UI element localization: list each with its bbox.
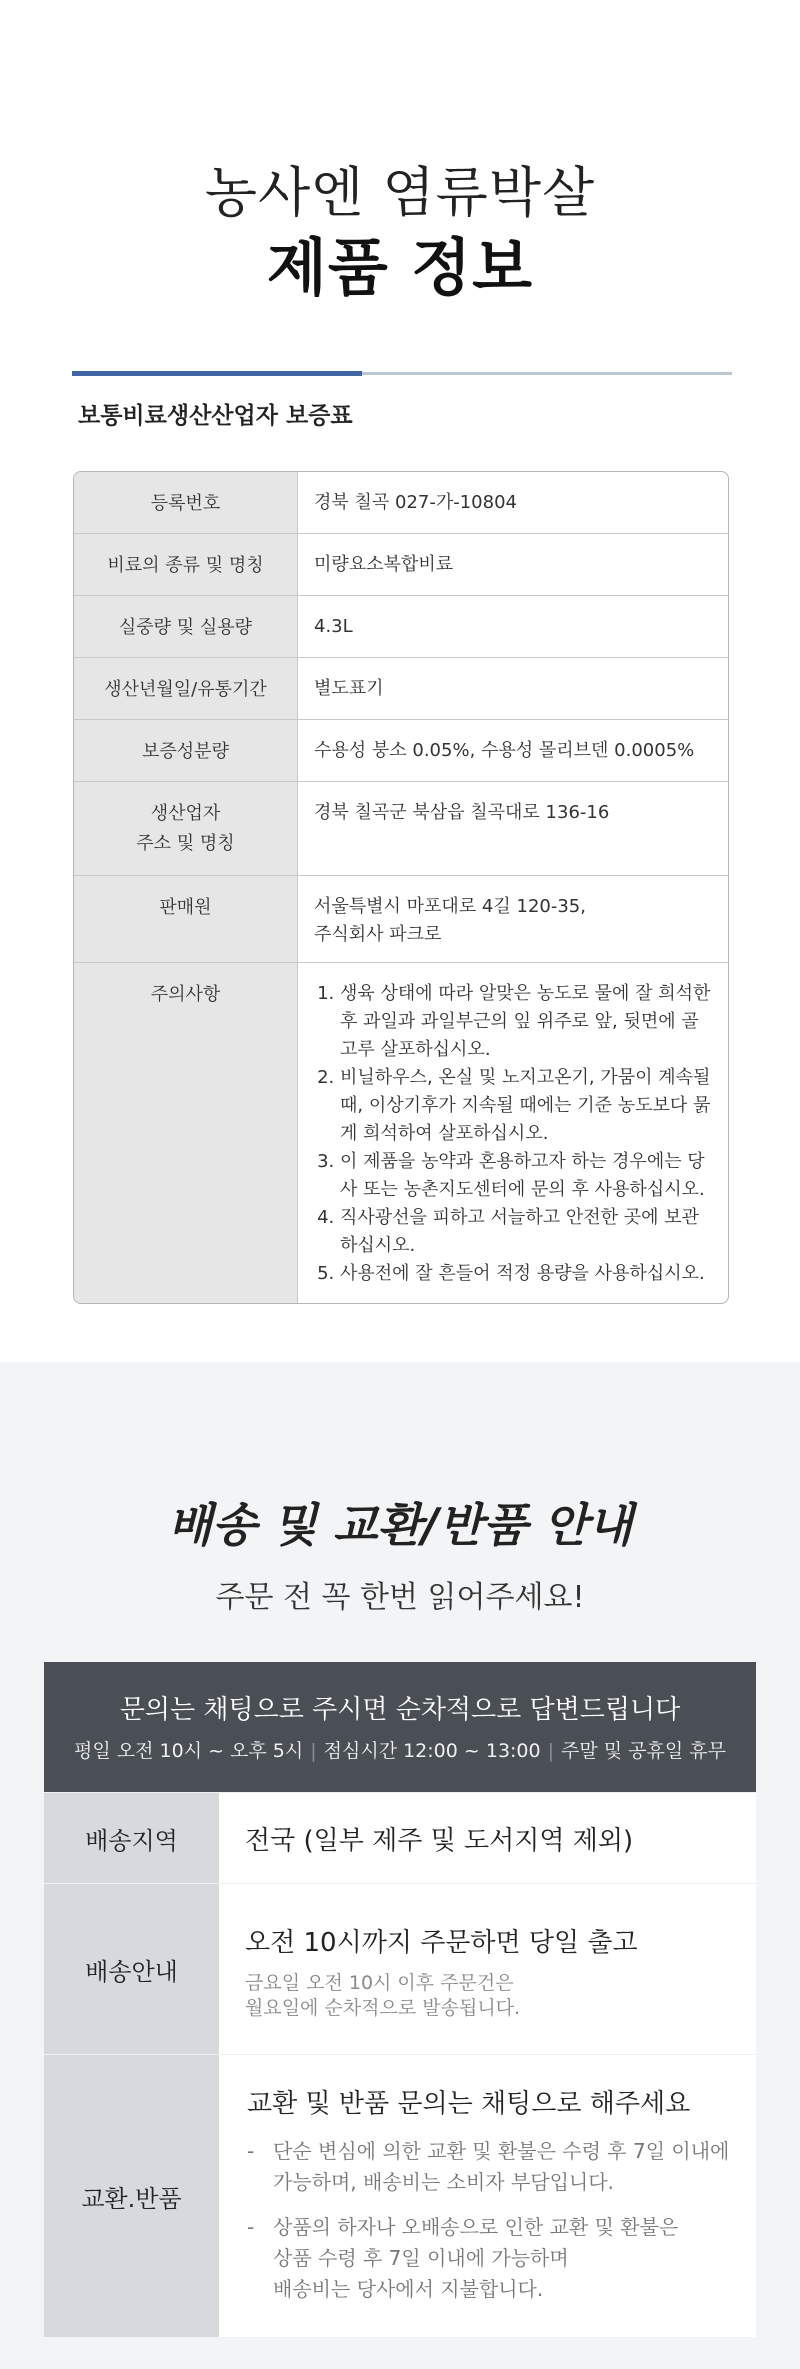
row-label: 보증성분량 — [74, 720, 298, 782]
row-label: 실중량 및 실용량 — [74, 596, 298, 658]
row-value: 수용성 붕소 0.05%, 수용성 몰리브덴 0.0005% — [298, 720, 728, 782]
row-label: 배송지역 — [44, 1793, 219, 1883]
shipping-subtitle: 주문 전 꼭 한번 읽어주세요! — [215, 1580, 585, 1615]
row-value — [219, 2055, 756, 2337]
separator: | — [310, 1740, 317, 1762]
caution-line: 사 또는 농촌지도센터에 문의 후 사용하십시오. — [340, 1179, 705, 1200]
policy-line: 상품 수령 후 7일 이내에 가능하며 — [273, 2246, 569, 2270]
table-row — [74, 658, 728, 720]
shipping-card — [44, 1662, 756, 2337]
caution-item — [340, 1064, 714, 1148]
business-hours — [44, 1736, 756, 1763]
row-value — [219, 1793, 756, 1883]
divider-accent — [72, 371, 362, 376]
caution-line: 때, 이상기후가 지속될 때에는 기준 농도보다 묽 — [340, 1095, 711, 1116]
value-line: 주식회사 파크로 — [314, 924, 442, 945]
row-value: 경북 칠곡군 북삼읍 칠곡대로 136-16 — [298, 782, 728, 876]
table-row — [74, 782, 728, 876]
exchange-policy-item — [245, 2212, 756, 2305]
caution-line: 고루 살포하십시오. — [340, 1039, 491, 1060]
dash-bullet: - — [247, 2139, 255, 2163]
table-row — [74, 472, 728, 534]
row-label: 생산년월일/유통기간 — [74, 658, 298, 720]
notice-line: 월요일에 순차적으로 발송됩니다. — [245, 1997, 521, 2019]
policy-line: 단순 변심에 의한 교환 및 환불은 수령 후 7일 이내에 — [273, 2139, 730, 2163]
caution-list-cell — [298, 963, 728, 1303]
caution-item — [340, 1148, 714, 1204]
lunch-hours: 점심시간 12:00 ~ 13:00 — [323, 1740, 541, 1762]
shipping-title: 배송 및 교환/반품 안내 — [167, 1498, 633, 1552]
table-row — [74, 876, 728, 963]
warranty-heading: 보통비료생산산업자 보증표 — [78, 403, 353, 429]
holiday-notice: 주말 및 공휴일 휴무 — [561, 1740, 726, 1762]
inquiry-notice: 문의는 채팅으로 주시면 순차적으로 답변드립니다 — [119, 1695, 681, 1725]
title-line1: 농사엔 염류박살 — [204, 161, 596, 224]
caution-list — [314, 980, 714, 1288]
row-label: 교환.반품 — [44, 2055, 219, 2337]
row-value: 4.3L — [298, 596, 728, 658]
policy-line: 가능하며, 배송비는 소비자 부담입니다. — [273, 2170, 614, 2194]
row-value — [298, 876, 728, 963]
shipping-area-row — [44, 1792, 756, 1883]
caution-line: 게 희석하여 살포하십시오. — [340, 1123, 549, 1144]
caution-item — [340, 980, 714, 1064]
caution-line: 하십시오. — [340, 1235, 416, 1256]
shipping-info-row — [44, 1883, 756, 2054]
caution-line: 2. 비닐하우스, 온실 및 노지고온기, 가뭄이 계속될 — [340, 1067, 711, 1088]
caution-line: 5. 사용전에 잘 흔들어 적정 용량을 사용하십시오. — [340, 1263, 705, 1284]
table-row — [74, 963, 728, 1303]
caution-item — [340, 1260, 714, 1288]
exchange-policy-item — [245, 2136, 756, 2198]
row-value: 경북 칠곡 027-가-10804 — [298, 472, 728, 534]
row-label: 판매원 — [74, 876, 298, 963]
shipping-area-value: 전국 (일부 제주 및 도서지역 제외) — [245, 1825, 634, 1856]
caution-line: 3. 이 제품을 농약과 혼용하고자 하는 경우에는 당 — [340, 1151, 705, 1172]
warranty-table — [73, 471, 729, 1304]
caution-line: 4. 직사광선을 피하고 서늘하고 안전한 곳에 보관 — [340, 1207, 699, 1228]
card-header — [44, 1662, 756, 1792]
row-value: 미량요소복합비료 — [298, 534, 728, 596]
policy-line: 상품의 하자나 오배송으로 인한 교환 및 환불은 — [273, 2215, 679, 2239]
caution-line: 후 과일과 과일부근의 잎 위주로 앞, 뒷면에 골 — [340, 1011, 699, 1032]
dash-bullet: - — [247, 2215, 255, 2239]
row-value — [219, 1884, 756, 2054]
row-label: 배송안내 — [44, 1884, 219, 2054]
label-line: 생산업자 — [150, 803, 221, 824]
row-label: 비료의 종류 및 명칭 — [74, 534, 298, 596]
friday-notice — [245, 1971, 756, 2021]
weekday-hours: 평일 오전 10시 ~ 오후 5시 — [74, 1740, 304, 1762]
same-day-notice: 오전 10시까지 주문하면 당일 출고 — [245, 1928, 638, 1958]
notice-line: 금요일 오전 10시 이후 주문건은 — [245, 1972, 514, 1994]
exchange-row — [44, 2054, 756, 2337]
shipping-section — [0, 1362, 800, 2369]
row-label: 등록번호 — [74, 472, 298, 534]
policy-line: 배송비는 당사에서 지불합니다. — [273, 2277, 544, 2301]
label-line: 주소 및 명칭 — [136, 833, 235, 854]
table-row — [74, 720, 728, 782]
caution-item — [340, 1204, 714, 1260]
row-value: 별도표기 — [298, 658, 728, 720]
title-line2: 제품 정보 — [266, 231, 534, 304]
table-row — [74, 596, 728, 658]
table-row — [74, 534, 728, 596]
caution-line: 1. 생육 상태에 따라 알맞은 농도로 물에 잘 희석한 — [340, 983, 711, 1004]
separator: | — [547, 1740, 555, 1762]
row-label — [74, 782, 298, 876]
exchange-notice: 교환 및 반품 문의는 채팅으로 해주세요 — [247, 2089, 691, 2119]
value-line: 서울특별시 마포대로 4길 120-35, — [314, 896, 586, 917]
row-label: 주의사항 — [74, 963, 298, 1303]
